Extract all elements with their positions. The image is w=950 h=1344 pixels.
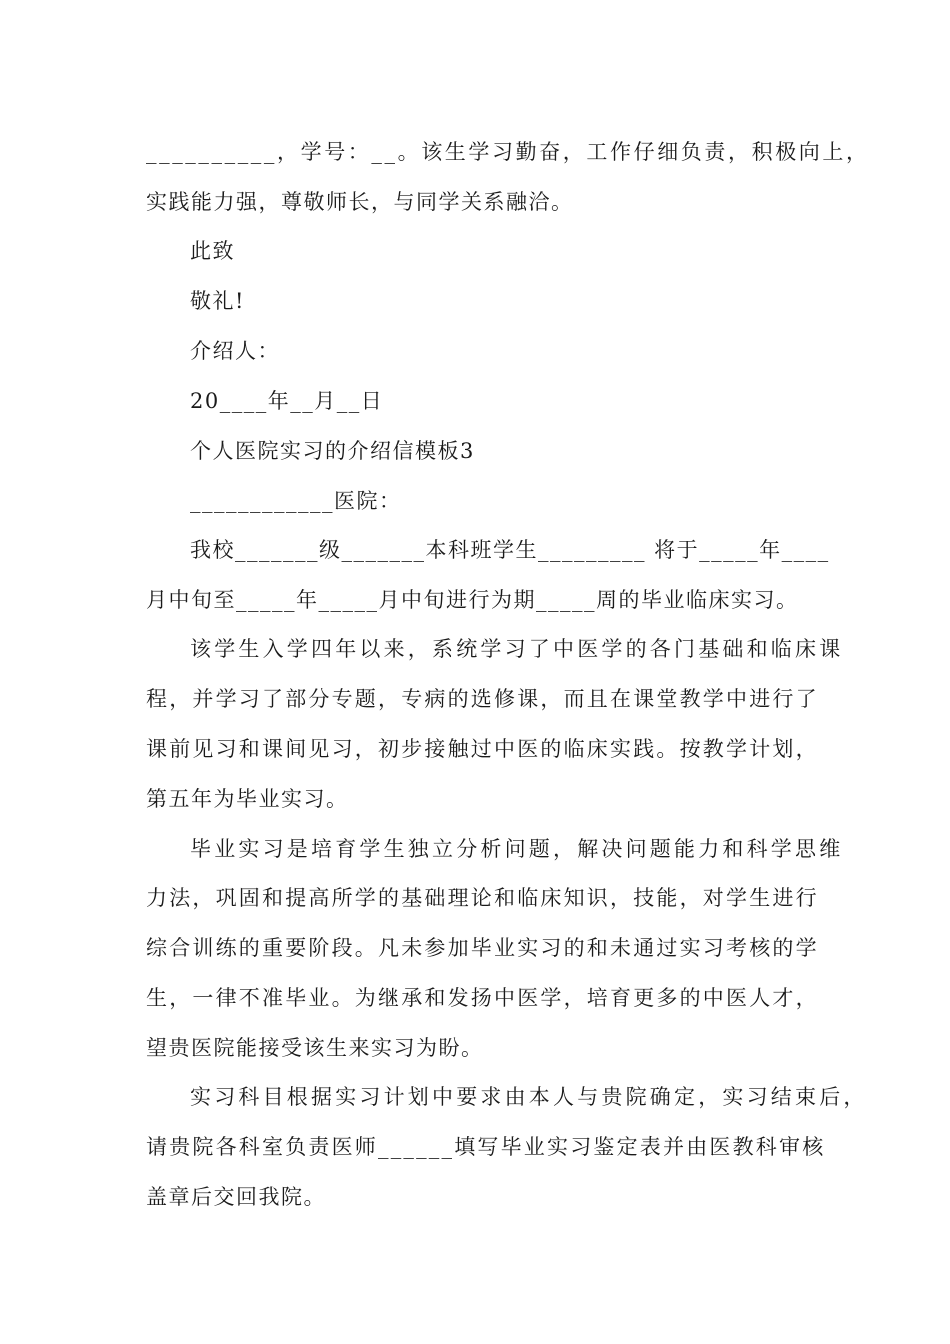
text-line: 20____年__月__日 — [190, 389, 384, 413]
text-line: 程，并学习了部分专题，专病的选修课，而且在课堂教学中进行了 — [146, 687, 819, 711]
text-line: 实习科目根据实习计划中要求由本人与贵院确定，实习结束后， — [190, 1085, 868, 1109]
text-line: 实践能力强，尊敬师长，与同学关系融洽。 — [146, 190, 574, 214]
text-line: 生，一律不准毕业。为继承和发扬中医学，培育更多的中医人才， — [146, 986, 819, 1010]
text-line: 望贵医院能接受该生来实习为盼。 — [146, 1036, 484, 1060]
text-line: 综合训练的重要阶段。凡未参加毕业实习的和未通过实习考核的学 — [146, 936, 819, 960]
section-title: 个人医院实习的介绍信模板3 — [190, 439, 475, 463]
text-line: 我校_______级_______本科班学生_________ 将于_____年____ — [190, 538, 830, 562]
text-line: ____________医院： — [190, 489, 402, 513]
text-line: 介绍人： — [190, 339, 280, 363]
text-line: 课前见习和课间见习，初步接触过中医的临床实践。按教学计划， — [146, 737, 819, 761]
text-line: 敬礼! — [190, 289, 245, 313]
text-line: 该学生入学四年以来，系统学习了中医学的各门基础和临床课 — [190, 637, 844, 661]
text-line: __________，学号：__。该生学习勤奋，工作仔细负责，积极向上， — [146, 140, 870, 164]
text-line: 第五年为毕业实习。 — [146, 787, 349, 811]
text-line: 月中旬至_____年_____月中旬进行为期_____周的毕业临床实习。 — [146, 588, 799, 612]
text-line: 此致 — [190, 239, 235, 263]
text-line: 毕业实习是培育学生独立分析问题，解决问题能力和科学思维 — [190, 837, 844, 861]
text-line: 盖章后交回我院。 — [146, 1185, 326, 1209]
text-line: 力法，巩固和提高所学的基础理论和临床知识，技能，对学生进行 — [146, 886, 819, 910]
text-line: 请贵院各科室负责医师______填写毕业实习鉴定表并由医教科审核 — [146, 1135, 826, 1159]
